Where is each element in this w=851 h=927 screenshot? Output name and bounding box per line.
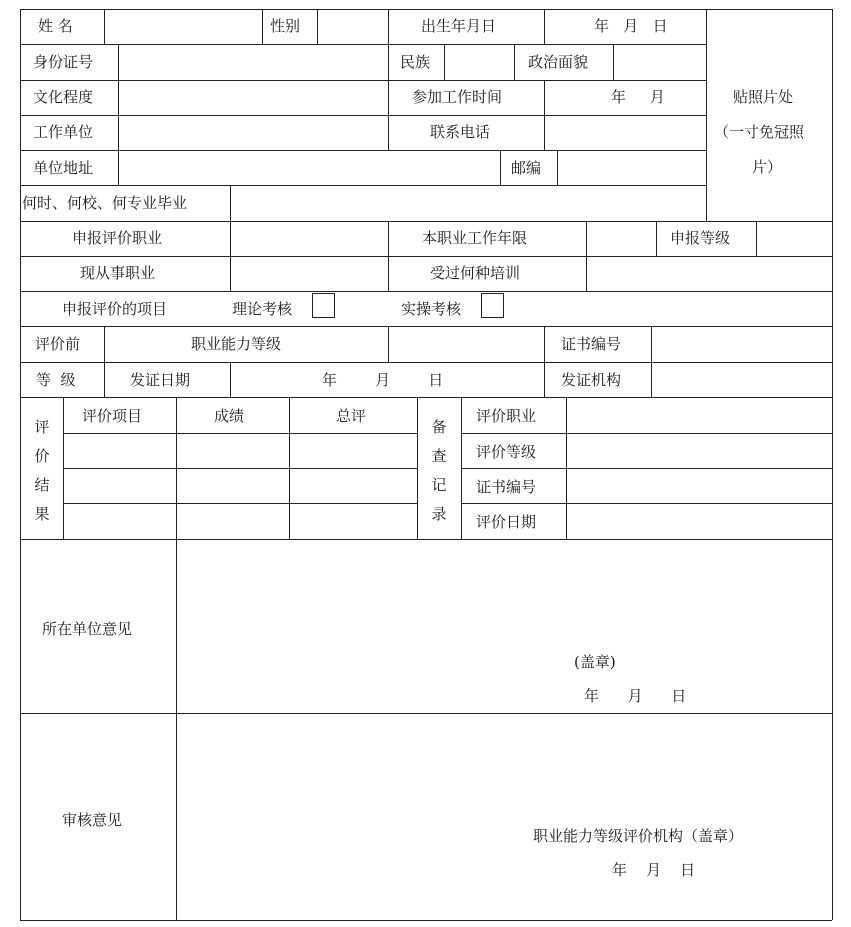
result-overall-cell[interactable]	[290, 469, 417, 503]
work-start-field[interactable]: 年 月	[611, 88, 665, 106]
training-label: 受过何种培训	[430, 264, 521, 282]
political-status-label: 政治面貌	[528, 53, 589, 71]
phone-label: 联系电话	[430, 123, 491, 141]
theory-exam-label: 理论考核	[232, 300, 293, 318]
review-opinion-label: 审核意见	[62, 811, 123, 829]
record-char: 录	[431, 505, 447, 523]
ethnicity-label: 民族	[400, 53, 431, 71]
apply-occupation-label: 申报评价职业	[72, 229, 163, 247]
graduation-label: 何时、何校、何专业毕业	[22, 194, 188, 212]
birth-date-label: 出生年月日	[421, 17, 497, 35]
current-occupation-label: 现从事职业	[80, 264, 156, 282]
unit-seal-label: (盖章)	[574, 653, 616, 671]
issuer-field[interactable]	[652, 363, 832, 397]
pre-cert-number-field[interactable]	[652, 327, 832, 362]
record-cert-number-label: 证书编号	[476, 478, 537, 496]
result-score-cell[interactable]	[177, 434, 289, 468]
record-cert-number-field[interactable]	[567, 469, 832, 503]
photo-note-end: 片）	[752, 158, 783, 176]
issue-date-label: 发证日期	[130, 371, 191, 389]
apply-occupation-field[interactable]	[231, 222, 388, 256]
record-occupation-field[interactable]	[567, 398, 832, 433]
gender-field[interactable]	[318, 10, 388, 44]
result-item-cell[interactable]	[64, 434, 176, 468]
result-score-cell[interactable]	[177, 469, 289, 503]
result-score-cell[interactable]	[177, 504, 289, 539]
birth-date-field[interactable]: 年 月 日	[594, 17, 668, 35]
unit-opinion-label: 所在单位意见	[42, 620, 133, 638]
result-header-item: 评价项目	[82, 407, 143, 425]
record-char: 备	[431, 418, 447, 436]
eval-result-char: 果	[34, 505, 50, 523]
apply-level-label: 申报等级	[670, 229, 731, 247]
issuer-label: 发证机构	[561, 371, 622, 389]
result-header-score: 成绩	[214, 407, 245, 425]
employer-field[interactable]	[119, 116, 388, 150]
pre-eval-level-label: 等 级	[36, 371, 76, 389]
practice-exam-label: 实操考核	[401, 300, 462, 318]
eval-result-char: 价	[34, 447, 50, 465]
unit-opinion-field[interactable]	[177, 540, 832, 640]
apply-level-field[interactable]	[757, 222, 832, 256]
review-opinion-field[interactable]	[177, 714, 832, 814]
work-start-label: 参加工作时间	[412, 88, 503, 106]
name-label: 姓 名	[38, 17, 73, 35]
pre-eval-label: 评价前	[35, 335, 81, 353]
photo-label: 贴照片处	[733, 88, 794, 106]
result-overall-cell[interactable]	[290, 434, 417, 468]
record-char: 查	[431, 447, 447, 465]
current-occupation-field[interactable]	[231, 257, 388, 291]
photo-note: （一寸免冠照	[714, 123, 805, 141]
result-item-cell[interactable]	[64, 504, 176, 539]
result-item-cell[interactable]	[64, 469, 176, 503]
unit-opinion-date[interactable]: 年 月 日	[584, 687, 687, 705]
record-date-field[interactable]	[567, 504, 832, 539]
record-char: 记	[431, 476, 447, 494]
eval-result-char: 评	[34, 418, 50, 436]
political-status-field[interactable]	[614, 45, 706, 80]
record-level-field[interactable]	[567, 434, 832, 468]
education-label: 文化程度	[33, 88, 94, 106]
theory-exam-checkbox[interactable]	[312, 293, 335, 318]
name-field[interactable]	[105, 10, 262, 44]
record-date-label: 评价日期	[476, 513, 537, 531]
education-field[interactable]	[119, 81, 388, 115]
eval-result-char: 结	[34, 476, 50, 494]
review-org-seal-label: 职业能力等级评价机构（盖章）	[533, 827, 744, 845]
issue-date-field[interactable]: 年 月 日	[322, 371, 444, 389]
record-level-label: 评价等级	[476, 443, 537, 461]
years-in-occupation-field[interactable]	[587, 222, 656, 256]
review-opinion-date[interactable]: 年 月 日	[612, 861, 696, 879]
skill-level-field[interactable]	[389, 327, 544, 362]
postcode-field[interactable]	[558, 151, 706, 185]
record-occupation-label: 评价职业	[476, 407, 537, 425]
skill-level-label: 职业能力等级	[191, 335, 282, 353]
years-in-occupation-label: 本职业工作年限	[422, 229, 528, 247]
training-field[interactable]	[587, 257, 832, 291]
id-number-field[interactable]	[119, 45, 388, 80]
pre-cert-number-label: 证书编号	[561, 335, 622, 353]
employer-address-field[interactable]	[119, 151, 500, 185]
result-header-overall: 总评	[336, 407, 367, 425]
gender-label: 性别	[270, 17, 301, 35]
id-number-label: 身份证号	[33, 53, 94, 71]
employer-address-label: 单位地址	[33, 159, 94, 177]
practice-exam-checkbox[interactable]	[481, 293, 504, 318]
graduation-field[interactable]	[231, 186, 706, 221]
result-overall-cell[interactable]	[290, 504, 417, 539]
phone-field[interactable]	[545, 116, 706, 150]
ethnicity-field[interactable]	[445, 45, 514, 80]
employer-label: 工作单位	[33, 123, 94, 141]
apply-items-label: 申报评价的项目	[62, 300, 168, 318]
postcode-label: 邮编	[511, 159, 542, 177]
